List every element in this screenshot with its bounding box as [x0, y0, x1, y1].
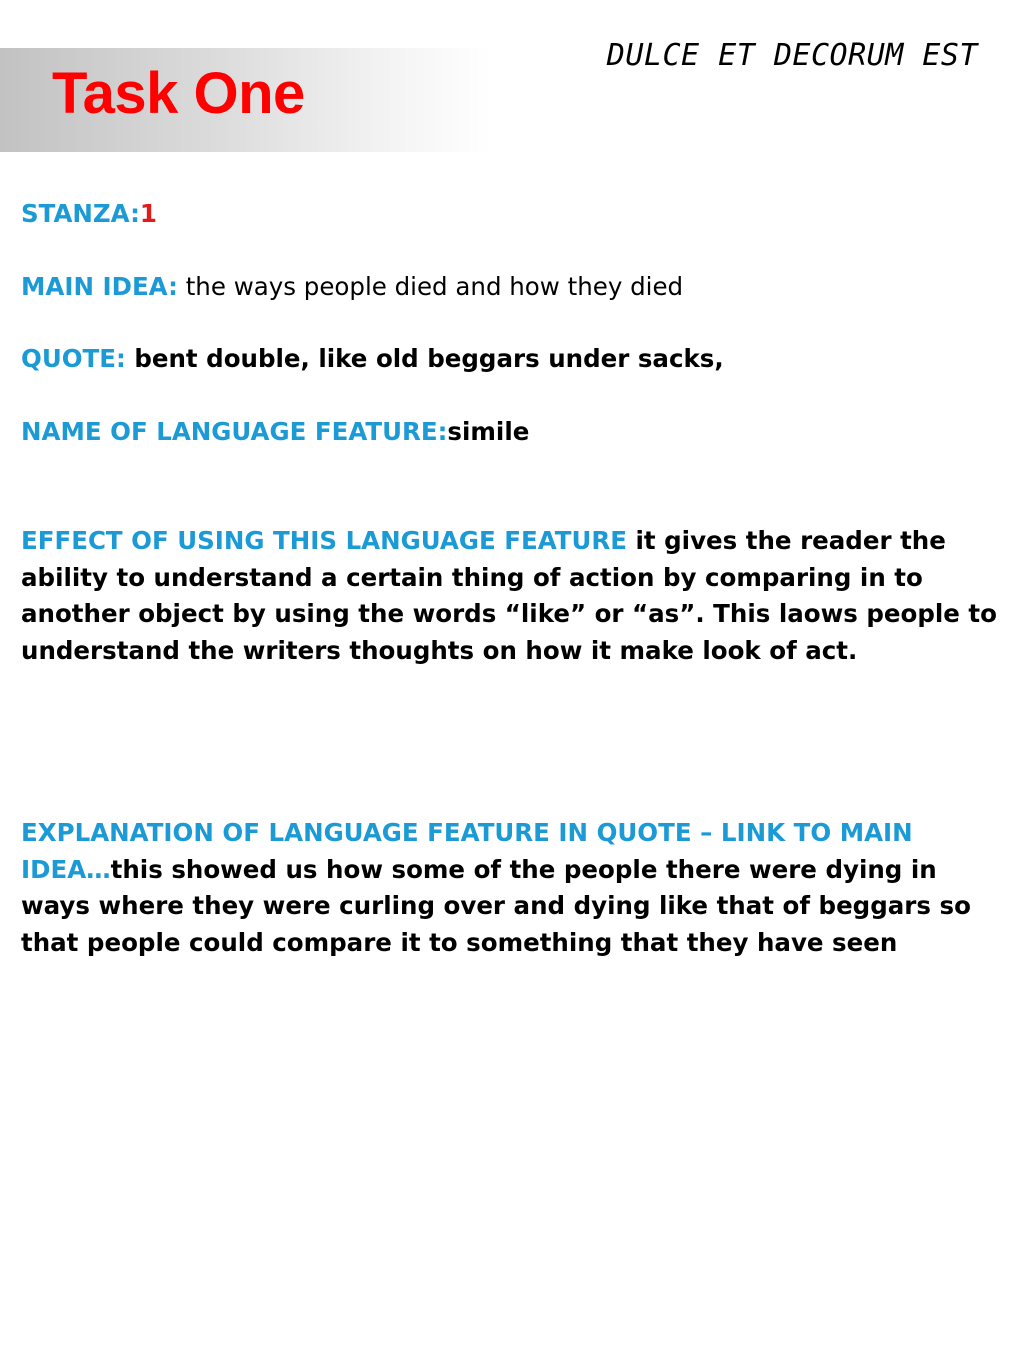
effect-value: it gives the reader the ability to understand a certain thing of action by comparing in to another object by using the words “like” or “as”. This laows people to understand the writers thoughts on how it make look of act. — [21, 526, 997, 665]
stanza-row — [21, 196, 157, 233]
quote-label: QUOTE: — [21, 344, 126, 373]
quote-value: bent double, like old beggars under sacks, — [125, 344, 724, 373]
stanza-value: 1 — [139, 199, 157, 228]
explanation-label: EXPLANATION OF LANGUAGE FEATURE IN QUOTE – LINK TO MAIN IDEA… — [21, 818, 913, 884]
slide-title: Task One — [52, 61, 305, 126]
main-idea-value: the ways people died and how they died — [177, 272, 684, 301]
language-feature-row — [21, 414, 529, 451]
quote-row — [21, 341, 724, 378]
effect-label: EFFECT OF USING THIS LANGUAGE FEATURE — [21, 526, 627, 555]
effect-row — [21, 523, 1001, 669]
poem-title: DULCE ET DECORUM EST — [606, 38, 978, 73]
language-feature-value: simile — [447, 417, 530, 446]
stanza-label: STANZA: — [21, 199, 140, 228]
main-idea-row — [21, 269, 683, 306]
explanation-row — [21, 815, 1001, 961]
language-feature-label: NAME OF LANGUAGE FEATURE: — [21, 417, 448, 446]
main-idea-label: MAIN IDEA: — [21, 272, 178, 301]
explanation-value: this showed us how some of the people there were dying in ways where they were curling over and dying like that of beggars so that people could compare it to something that they have seen — [21, 854, 971, 957]
